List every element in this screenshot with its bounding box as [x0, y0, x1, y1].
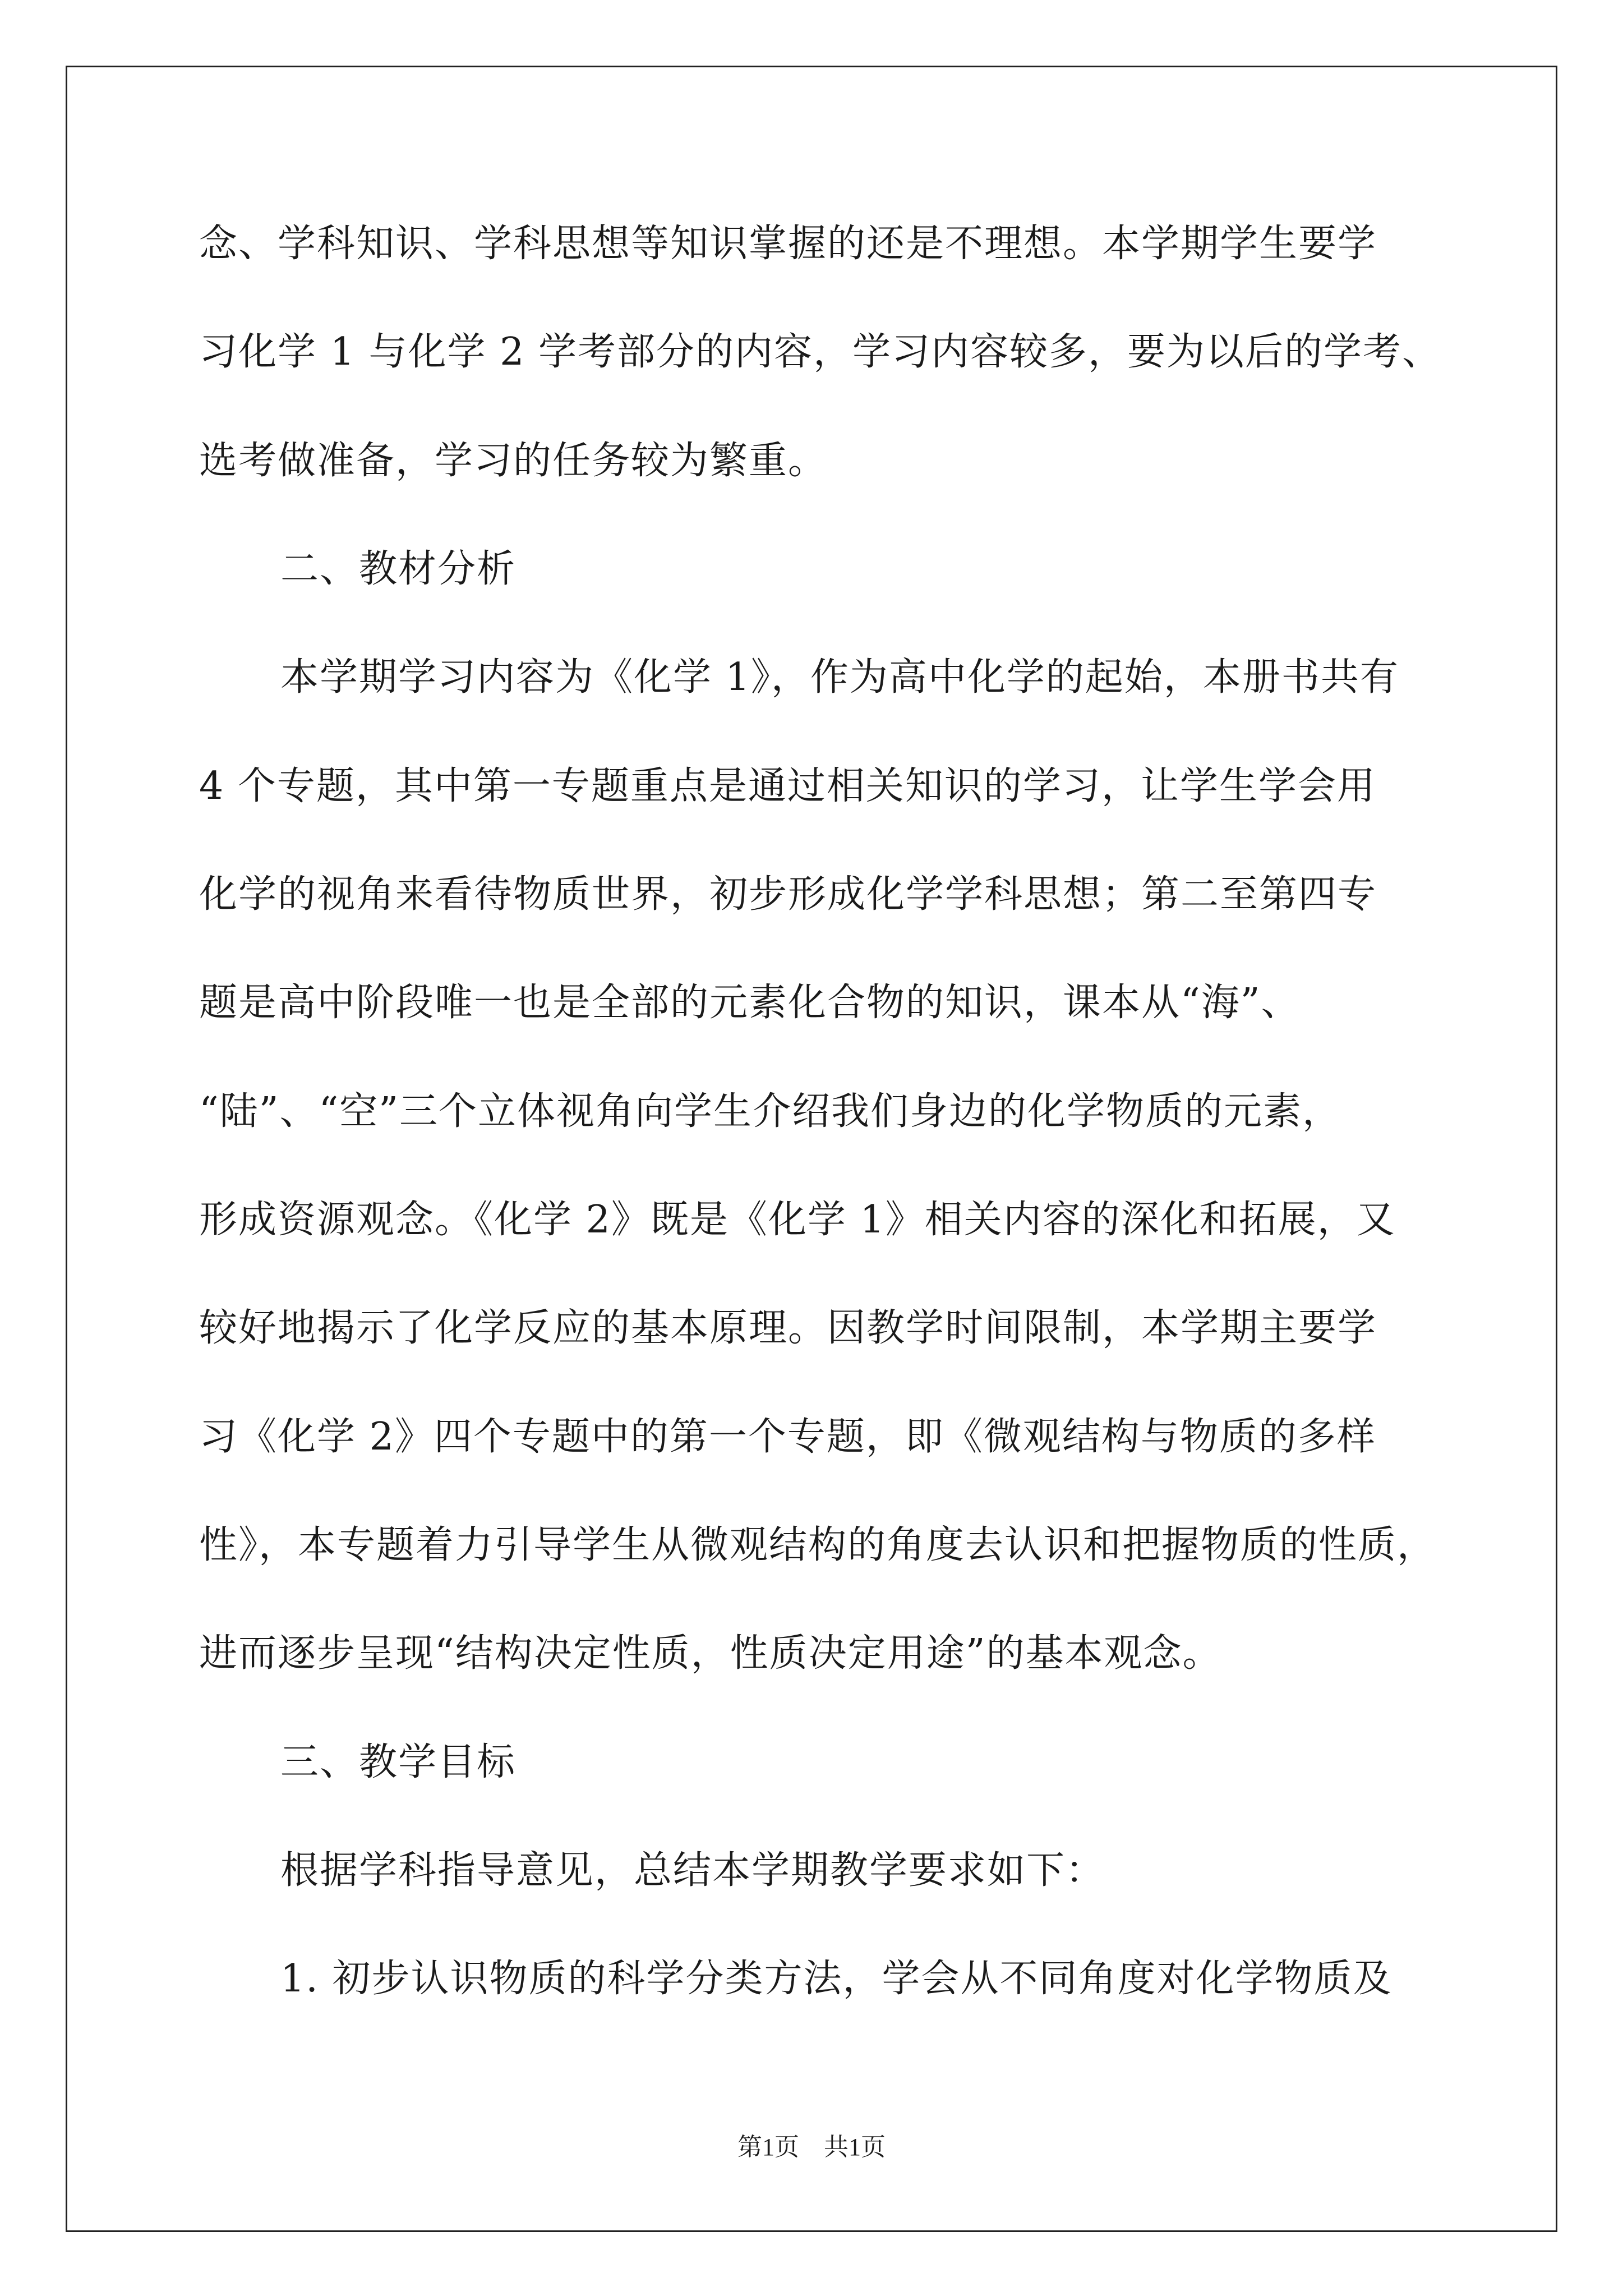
body-line: 形成资源观念。《化学 2》既是《化学 1》相关内容的深化和拓展，又: [199, 1198, 1396, 1242]
body-line: 4 个专题，其中第一专题重点是通过相关知识的学习，让学生学会用: [199, 764, 1376, 808]
list-item: 1. 初步认识物质的科学分类方法，学会从不同角度对化学物质及: [280, 1957, 1393, 2001]
body-line: 题是高中阶段唯一也是全部的元素化合物的知识，课本从“海”、: [199, 981, 1301, 1025]
section-heading: 三、教学目标: [280, 1740, 517, 1784]
section-heading: 二、教材分析: [280, 547, 517, 591]
body-line: 选考做准备，学习的任务较为繁重。: [199, 439, 828, 483]
body-line: 根据学科指导意见，总结本学期教学要求如下：: [280, 1848, 1105, 1893]
body-line: “陆”、“空”三个立体视角向学生介绍我们身边的化学物质的元素，: [199, 1089, 1342, 1134]
body-line: 较好地揭示了化学反应的基本原理。因教学时间限制，本学期主要学: [199, 1306, 1377, 1350]
body-line: 习《化学 2》四个专题中的第一个专题，即《微观结构与物质的多样: [199, 1415, 1376, 1459]
body-line: 性》，本专题着力引导学生从微观结构的角度去认识和把握物质的性质，: [199, 1523, 1437, 1567]
page-number: 第1页 共1页: [737, 2133, 886, 2161]
body-line: 化学的视角来看待物质世界，初步形成化学学科思想；第二至第四专: [199, 872, 1377, 917]
body-line: 本学期学习内容为《化学 1》，作为高中化学的起始，本册书共有: [280, 655, 1399, 700]
body-line: 习化学 1 与化学 2 学考部分的内容，学习内容较多，要为以后的学考、: [199, 330, 1441, 374]
body-line: 念、学科知识、学科思想等知识掌握的还是不理想。本学期学生要学: [199, 222, 1377, 266]
body-line: 进而逐步呈现“结构决定性质，性质决定用途”的基本观念。: [199, 1631, 1222, 1676]
page-border: [66, 66, 1557, 2232]
